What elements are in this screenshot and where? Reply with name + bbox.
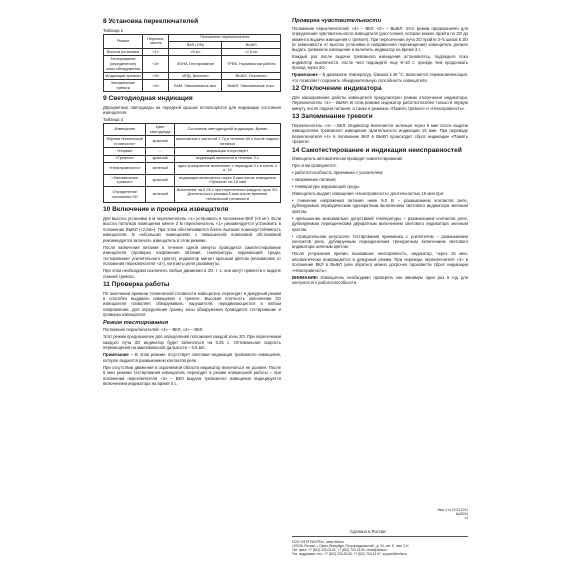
section-14-list-item: • превышении максимально допустимой температуры – размыканием контактов реле, дублируемым периодическим двукратным включением светового индикатора зеленым цветом; xyxy=(292,215,468,232)
table-3-header-color: Цвет светодиода xyxy=(146,124,174,136)
section-9-text: Двухцветные светодиоды на передней крышке используются для индикации состояния извещателя. xyxy=(103,104,281,116)
table-cell: Высота установки xyxy=(104,49,143,56)
section-14-list-item: • снижении напряжения питания ниже 9,0 В – размыканием контактов реле, дублируемым периодическим однократным включением светового индикатора зеленым цветом; xyxy=(292,197,468,214)
table-row xyxy=(104,49,281,56)
revision-codes xyxy=(430,508,468,520)
table-2-header-position: Положение переключателя xyxy=(169,34,281,41)
section-14-text-3: Извещатель выдает извещение «Неисправность» длительностью 15 мин при: xyxy=(292,190,445,196)
table-cell: включается с частотой 1 Гц в течение 60 с после подачи питания xyxy=(176,136,279,146)
sensitivity-title: Проверка чувствительности xyxy=(292,18,381,24)
table-cell: <2,5 м» xyxy=(222,49,281,56)
section-8-title: 8 Установка переключателей xyxy=(103,18,199,25)
table-cell: Тестирование (определение) зоны обнаружения xyxy=(104,56,143,73)
table-cell: «Запоминание тревоги» xyxy=(104,174,146,186)
table-cell: индикация отсутствует xyxy=(174,148,280,155)
table-3-caption: Таблица 3 xyxy=(103,117,123,123)
table-cell: индикация включается через 5 мин после извещения «Тревога» на 15 мин xyxy=(174,174,280,186)
table-row xyxy=(104,155,281,162)
table-2 xyxy=(103,34,281,93)
table-cell: «2» xyxy=(142,56,169,73)
section-12-title: 12 Отключение индикатора xyxy=(292,85,382,93)
table-row xyxy=(104,80,281,92)
table-row xyxy=(104,162,281,174)
table-cell: ЗОНА Тестирование xyxy=(169,56,222,73)
address-line: 197046, Россия, г. Санкт-Петербург, Петроградская наб., д. 34, лит. Б, пом. 1-Н xyxy=(292,544,409,549)
warning-label: ВНИМАНИЕ! xyxy=(292,274,318,280)
section-11-subtitle: Режим тестирования xyxy=(103,319,169,326)
section-10-text-1: Для высоты установки 5 м переключатель «1» установить в положение ВКЛ («5 м»). Если высота потолков помещения менее 3 м переключатель «1» рекомендуется установить в положение ВЫКЛ («2,5м»). При этом обеспечивается более высокая помехоустойчивость извещателя. В небольших помещениях с повышенной помеховой обстановкой рекомендуется включать извещатель в этом режиме. xyxy=(103,215,281,243)
table-cell: одно-трехкратное включение с периодом 3 с в соотв. с п. 14 xyxy=(174,162,280,174)
section-11-text-1: По окончании времени технической готовности извещатель переходит в дежурный режим и способен выдавать извещения о тревоге. Высокая плотность заполнения ЗО извещателя позволяет обнаруживать нарушителя, передвигающегося в любом направлении. Для определения границ зоны обнаружения проводится тестирование и проверка извещателя. xyxy=(103,290,281,318)
table-cell: <5 м» xyxy=(169,49,222,56)
sensitivity-text-1: Положение переключателей: «3» – ВКЛ, «2» – ВЫКЛ. Этот режим предназначен для определения чувствительности извещателя (расстояния, которое можно пройти по ЗО до момента выдачи извещения о тревоге). При пересечении луча ЗО пройти 2–5 шагов в ЗО (в зависимости от высоты установки и направления перемещения) извещатель должен выдать тревожное извещение и включить индикатор на время 3 с. xyxy=(292,25,468,53)
table-row xyxy=(104,73,281,80)
made-in-russia: Сделано в России xyxy=(350,529,386,534)
table-row xyxy=(104,56,281,73)
note-text: – В диапазоне температур, близких к 36 °С, включается термокомпенсация, что позволяет сохранить обнаружительную способность извещателя. xyxy=(292,72,468,83)
left-column xyxy=(103,16,281,388)
revision-code-line: Изм. 4 от 22.03.2021 xyxy=(437,508,468,512)
section-10-text-2: После включения питания в течение одной минуты проводится самотестирование извещателя (проверка напряжения питания, температуры окружающей среды, тестирование усилительного тракта), индикатор мигает красным цветом (независимо от положения переключателя «3»), контакты реле разомкнуты. xyxy=(103,244,281,267)
sensitivity-text-2: Каждый раз после выдачи тревожного извещения остановитесь, подождите пока индикатор выключится, после чего подождите еще 8–10 с, прежде чем продолжать проход через ЗО. xyxy=(292,54,468,71)
section-11-text-4: При отсутствии движения в охраняемой области индикатор включаться не должен. После 5 мин режима тестирования извещатель переходит в режим нормальной работы – при положении переключателя «3» – ВКЛ выдача тревожного извещения индицируется включением индикатора на время 3 с. xyxy=(103,364,281,387)
table-cell: ПАМ. Запоминание вкл. xyxy=(169,80,222,92)
table-row xyxy=(104,148,281,155)
support-line: Тех. поддержка: тел.: +7 (812) 233-29-53, +7 (812) 703-13-57, support@rielta.ru xyxy=(292,552,408,557)
table-3 xyxy=(103,123,281,203)
section-9-title: 9 Светодиодная индикация xyxy=(103,95,193,103)
table-cell: «Тревога» xyxy=(104,155,146,162)
note-label: Примечание xyxy=(292,72,318,78)
table-cell: «Время технической готовности» xyxy=(104,136,146,148)
section-14-text-4: После устранения причин, вызвавших неисправность, индикатор, через 15 мин, автоматически возвращается в дежурный режим. При переводе переключателя «4» в положение ВКЛ в ВЫКЛ (или обратно) можно досрочно произвести сброс индикации «Неисправность». xyxy=(292,251,468,273)
table-3-header-state: Состояние светодиодной индикации. Время xyxy=(174,124,280,136)
section-12-text: Для маскирования работы извещателя предусмотрен режим отключения индикатора. Переключатель «3» – ВЫКЛ. В этом режиме индикатор работоспособен только в первую минуту после подачи питания, а также в режимах «Память тревоги» и «Неисправность». xyxy=(292,94,468,111)
table-cell: зеленый xyxy=(146,162,174,174)
section-14-list-item: • работоспособность приемника с усилителем; xyxy=(292,170,384,175)
warning-text: Извещатель необходимо проверять как минимум один раз в год для контроля его работоспособности. xyxy=(292,274,468,286)
section-14-list-item: • отрицательном результате тестирования приемника с усилителем – размыканием контактов реле, дублируемым периодическим трехкратным включением светового индикатора зеленым цветом; xyxy=(292,233,468,250)
note-label: Примечание xyxy=(103,352,129,358)
table-cell: «3» xyxy=(142,73,169,80)
table-cell: Запоминание тревоги xyxy=(104,80,143,92)
table-cell: Определение положения ЗО xyxy=(104,186,146,203)
table-cell: ТРЕВ. Нормальная работа xyxy=(222,56,281,73)
table-cell: красный xyxy=(146,155,174,162)
section-13-text: Переключатель «4» – ВКЛ. Индикатор включается зеленым через 5 мин после выдачи извещателем тревожного извещения. Длительность индикации 15 мин. При переводе переключателя «4» в положение ВКЛ в ВЫКЛ происходит сброс индикации «Память тревоги». xyxy=(292,122,468,145)
table-2-header-mode: Режим xyxy=(104,34,143,49)
phone-line: Тел. факс: +7 (812) 233-03-02, +7 (812) 703-13-60, rielta@rielta.ru xyxy=(292,548,388,553)
company-address xyxy=(292,540,468,557)
section-11-title: 11 Проверка работы xyxy=(103,280,170,288)
table-cell: красный xyxy=(146,136,174,148)
section-11-note xyxy=(103,352,281,363)
table-cell: Включение на 0,25 с при пересечении каждого луча ЗО. Длительность режима 5 мин после времени технической готовности xyxy=(174,186,280,203)
revision-code-line: v3 xyxy=(464,516,468,521)
section-14-list-item: • напряжение питания; xyxy=(292,176,337,182)
table-2-header-switch: Переклю-чатель xyxy=(142,34,169,49)
table-cell: «4» xyxy=(142,80,169,92)
table-cell: «Неисправность» xyxy=(104,162,146,174)
section-13-title: 13 Запоминание тревоги xyxy=(292,113,373,121)
table-row xyxy=(104,174,281,186)
section-14-list-item: • температура окружающей среды. xyxy=(292,183,361,189)
section-14-title: 14 Самотестирование и индикация неисправностей xyxy=(292,146,462,154)
table-cell: «Норма» xyxy=(104,148,146,155)
section-14-text-2: При этом проверяется: xyxy=(292,163,337,169)
table-cell: ИНД. Включен xyxy=(169,73,222,80)
table-2-header-on: ВКЛ.(ON) xyxy=(169,41,222,48)
section-10-text-3: При этом необходимо исключить любые движения в ЗО, т. к. они могут привести к выдаче ложной тревоги. xyxy=(103,268,281,279)
table-2-header-off: ВЫКЛ xyxy=(222,41,281,48)
section-11-text-3: Этот режим предназначен для определения положения каждой зоны ЗО. При пересечении каждого луча ЗО индикатор будет включаться на 0,25 с. Оптимальная скорость перемещения на максимальной дальности – 0,5 м/с. xyxy=(103,334,281,351)
table-cell: ВЫКЛ. Отключен xyxy=(222,73,281,80)
table-cell: – xyxy=(146,148,174,155)
table-cell: зеленый xyxy=(146,186,174,203)
section-11-text-2: Положение переключателей: «3» – ВКЛ, «2» – ВКЛ. xyxy=(103,327,204,333)
section-14-text-1: Извещатель автоматически проводит самотестирование. xyxy=(292,156,404,162)
table-cell: красный xyxy=(146,174,174,186)
warning-note xyxy=(292,275,468,286)
note-text: – В этом режиме отсутствует световая индикация тревожного извещения, которое выдается размыканием контактов реле. xyxy=(103,352,281,363)
table-cell: Индикация тревоги xyxy=(104,73,143,80)
section-10-title: 10 Включение и проверка извещателя xyxy=(103,206,229,214)
table-cell: ВЫКЛ. Запоминание откл. xyxy=(222,80,281,92)
revision-code-line: №00024 xyxy=(455,512,468,517)
table-2-caption: Таблица 2 xyxy=(103,27,123,33)
right-column xyxy=(292,16,468,287)
footer-divider xyxy=(292,536,468,537)
table-3-header-notice: Извещение xyxy=(104,124,146,136)
table-row xyxy=(104,136,281,148)
sensitivity-note xyxy=(292,72,468,83)
table-cell: индикация включена в течение 3 с xyxy=(174,155,280,162)
table-cell: «1» xyxy=(142,49,169,56)
company-name: ООО «НПП РИЭЛТА», www.rielta.ru xyxy=(292,540,345,544)
table-row xyxy=(104,186,281,203)
